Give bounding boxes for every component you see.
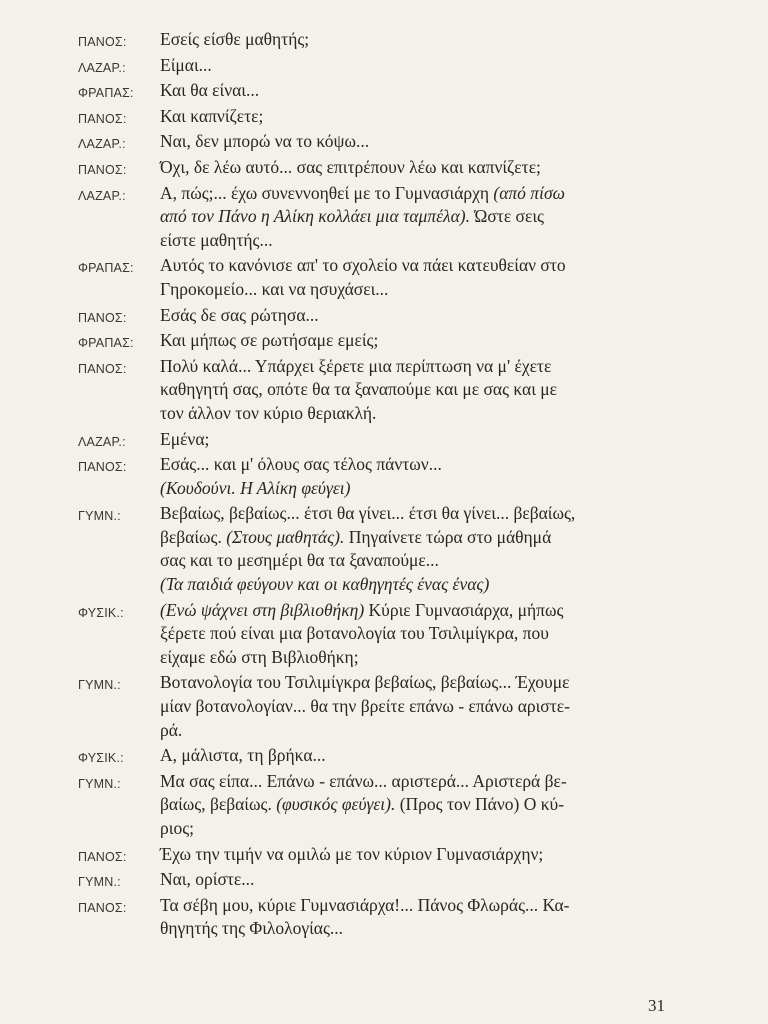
dialogue-entry <box>78 599 688 670</box>
speech-text <box>160 453 688 500</box>
dialogue-text: είστε μαθητής... <box>160 229 273 250</box>
speech-line <box>160 130 688 154</box>
speech-line <box>160 254 688 278</box>
dialogue-text: Είμαι... <box>160 54 212 75</box>
speech-text <box>160 502 688 596</box>
dialogue-text: Εσείς είσθε μαθητής; <box>160 29 310 49</box>
dialogue-text: ρά. <box>160 719 183 740</box>
speech-text <box>160 254 688 301</box>
speaker-name: ΦΡΑΠΑΣ: <box>78 336 134 351</box>
speech-text <box>160 355 688 426</box>
speech-line <box>160 770 688 794</box>
dialogue-text: Πηγαίνετε τώρα στο μάθημά <box>344 526 552 547</box>
dialogue-entry <box>78 355 688 426</box>
dialogue-text: τον άλλον τον κύριο θεριακλή. <box>160 402 377 423</box>
speaker-name: ΦΥΣΙΚ.: <box>78 751 124 766</box>
dialogue-text: Μα σας είπα... Επάνω - επάνω... αριστερά... Αριστερά βε- <box>160 770 567 791</box>
dialogue-script <box>78 28 688 943</box>
dialogue-text: Αυτός το κανόνισε απ' το σχολείο να πάει κατευθείαν στο <box>160 255 566 276</box>
stage-direction: από τον Πάνο η Αλίκη κολλάει μια ταμπέλα). <box>160 206 470 227</box>
stage-direction: (από πίσω <box>493 182 565 203</box>
speech-text <box>160 182 688 253</box>
speech-line <box>160 526 688 550</box>
dialogue-text: Κύριε Γυμνασιάρχα, μήπως <box>364 599 564 620</box>
speech-line <box>160 573 688 597</box>
speech-line <box>160 894 688 918</box>
speech-line <box>160 477 688 501</box>
dialogue-text: Τα σέβη μου, κύριε Γυμνασιάρχα!... Πάνος Φλωράς... Κα- <box>160 894 570 915</box>
dialogue-entry <box>78 502 688 596</box>
speech-text <box>160 744 688 768</box>
dialogue-text: σας και το μεσημέρι θα τα ξαναπούμε... <box>160 550 439 571</box>
speech-text <box>160 130 688 154</box>
speech-line <box>160 156 688 180</box>
dialogue-text: Ναι, ορίστε... <box>160 869 255 890</box>
dialogue-text: (Προς τον Πάνο) Ο κύ- <box>395 794 565 815</box>
speech-line <box>160 719 688 743</box>
speech-line <box>160 817 688 841</box>
dialogue-entry <box>78 156 688 180</box>
dialogue-text: μίαν βοτανολογίαν... θα την βρείτε επάνω - επάνω αριστε- <box>160 696 570 717</box>
dialogue-entry <box>78 329 688 353</box>
dialogue-text: Εσάς δε σας ρώτησα... <box>160 304 319 325</box>
dialogue-text: Όχι, δε λέω αυτό... σας επιτρέπουν λέω και καπνίζετε; <box>160 156 541 177</box>
dialogue-entry <box>78 130 688 154</box>
speech-line <box>160 695 688 719</box>
dialogue-entry <box>78 428 688 452</box>
speaker-name: ΠΑΝΟΣ: <box>78 900 127 915</box>
speech-line <box>160 843 688 867</box>
speech-line <box>160 329 688 353</box>
speech-text <box>160 105 688 129</box>
dialogue-text: Γηροκομείο... και να ησυχάσει... <box>160 278 389 299</box>
speaker-name: ΛΑΖΑΡ.: <box>78 434 126 449</box>
dialogue-text: θηγητής της Φιλολογίας... <box>160 918 344 939</box>
speech-line <box>160 599 688 623</box>
dialogue-entry <box>78 894 688 941</box>
dialogue-text: Και καπνίζετε; <box>160 105 264 126</box>
speaker-name: ΦΡΑΠΑΣ: <box>78 261 134 276</box>
speech-line <box>160 793 688 817</box>
dialogue-entry <box>78 868 688 892</box>
dialogue-text: Βοτανολογία του Τσιλιμίγκρα βεβαίως, βεβαίως... Έχουμε <box>160 672 570 693</box>
speaker-name: ΠΑΝΟΣ: <box>78 460 127 475</box>
dialogue-text: Και θα είναι... <box>160 80 260 101</box>
speaker-name: ΠΑΝΟΣ: <box>78 111 127 126</box>
speech-line <box>160 622 688 646</box>
speaker-name: ΓΥΜΝ.: <box>78 776 121 791</box>
speech-text <box>160 599 688 670</box>
speech-line <box>160 428 688 452</box>
dialogue-entry <box>78 28 688 52</box>
speech-text <box>160 868 688 892</box>
dialogue-text: ξέρετε πού είναι μια βοτανολογία του Τσιλιμίγκρα, που <box>160 623 549 644</box>
speech-line <box>160 868 688 892</box>
speech-text <box>160 894 688 941</box>
speaker-name: ΦΡΑΠΑΣ: <box>78 86 134 101</box>
dialogue-entry <box>78 744 688 768</box>
dialogue-text: βαίως, βεβαίως. <box>160 794 277 815</box>
dialogue-text: είχαμε εδώ στη Βιβλιοθήκη; <box>160 646 359 667</box>
dialogue-text: βεβαίως. <box>160 526 227 547</box>
speaker-name: ΛΑΖΑΡ.: <box>78 137 126 152</box>
speaker-name: ΠΑΝΟΣ: <box>78 849 127 864</box>
speech-line <box>160 744 688 768</box>
speech-text <box>160 770 688 841</box>
dialogue-text: Και μήπως σε ρωτήσαμε εμείς; <box>160 330 379 351</box>
speech-text <box>160 54 688 78</box>
dialogue-entry <box>78 770 688 841</box>
speaker-name: ΠΑΝΟΣ: <box>78 310 127 325</box>
speech-line <box>160 549 688 573</box>
stage-direction: (Τα παιδιά φεύγουν και οι καθηγητές ένας ένας) <box>160 574 490 595</box>
speech-line <box>160 79 688 103</box>
speech-line <box>160 229 688 253</box>
speech-text <box>160 843 688 867</box>
dialogue-entry <box>78 671 688 742</box>
dialogue-entry <box>78 105 688 129</box>
speech-line <box>160 402 688 426</box>
dialogue-text: ριος; <box>160 818 194 838</box>
dialogue-text: Ναι, δεν μπορώ να το κόψω... <box>160 131 370 152</box>
dialogue-entry <box>78 843 688 867</box>
speaker-name: ΛΑΖΑΡ.: <box>78 60 126 75</box>
dialogue-text: Έχω την τιμήν να ομιλώ με τον κύριον Γυμνασιάρχην; <box>160 843 544 864</box>
speech-line <box>160 378 688 402</box>
page-number: 31 <box>648 996 665 1015</box>
dialogue-text: Πολύ καλά... Υπάρχει ξέρετε μια περίπτωση να μ' έχετε <box>160 355 552 376</box>
stage-direction: (Κουδούνι. Η Αλίκη φεύγει) <box>160 477 351 498</box>
speech-line <box>160 54 688 78</box>
stage-direction: (Στους μαθητάς). <box>226 526 345 547</box>
stage-direction: (Ενώ ψάχνει στη βιβλιοθήκη) <box>160 599 365 620</box>
speaker-name: ΠΑΝΟΣ: <box>78 162 127 177</box>
dialogue-entry <box>78 304 688 328</box>
dialogue-text: Α, πώς;... έχω συνεννοηθεί με το Γυμνασιάρχη <box>160 182 494 203</box>
speech-text <box>160 28 688 52</box>
speech-line <box>160 182 688 206</box>
dialogue-text: Α, μάλιστα, τη βρήκα... <box>160 745 326 766</box>
speech-line <box>160 28 688 52</box>
speech-line <box>160 646 688 670</box>
dialogue-text: Ώστε σεις <box>469 206 544 227</box>
speech-text <box>160 428 688 452</box>
stage-direction: (φυσικός φεύγει). <box>276 794 396 815</box>
speaker-name: ΓΥΜΝ.: <box>78 678 121 693</box>
speech-text <box>160 671 688 742</box>
dialogue-entry <box>78 54 688 78</box>
speech-line <box>160 453 688 477</box>
speech-text <box>160 156 688 180</box>
speech-line <box>160 671 688 695</box>
speech-line <box>160 304 688 328</box>
speech-text <box>160 329 688 353</box>
dialogue-entry <box>78 79 688 103</box>
speaker-name: ΓΥΜΝ.: <box>78 875 121 890</box>
dialogue-text: Βεβαίως, βεβαίως... έτσι θα γίνει... έτσι θα γίνει... βεβαίως, <box>160 503 576 524</box>
speech-line <box>160 355 688 379</box>
speech-line <box>160 205 688 229</box>
dialogue-text: Εσάς... και μ' όλους σας τέλος πάντων... <box>160 454 442 475</box>
speaker-name: ΠΑΝΟΣ: <box>78 361 127 376</box>
speaker-name: ΛΑΖΑΡ.: <box>78 188 126 203</box>
dialogue-entry <box>78 182 688 253</box>
dialogue-entry <box>78 453 688 500</box>
speech-line <box>160 278 688 302</box>
speaker-name: ΠΑΝΟΣ: <box>78 35 127 49</box>
speech-text <box>160 79 688 103</box>
speech-line <box>160 917 688 941</box>
speaker-name: ΓΥΜΝ.: <box>78 509 121 524</box>
dialogue-text: καθηγητή σας, οπότε θα τα ξαναπούμε και με σας και με <box>160 379 558 400</box>
speech-text <box>160 304 688 328</box>
speaker-name: ΦΥΣΙΚ.: <box>78 605 124 620</box>
dialogue-text: Εμένα; <box>160 428 210 449</box>
speech-line <box>160 502 688 526</box>
speech-line <box>160 105 688 129</box>
dialogue-entry <box>78 254 688 301</box>
